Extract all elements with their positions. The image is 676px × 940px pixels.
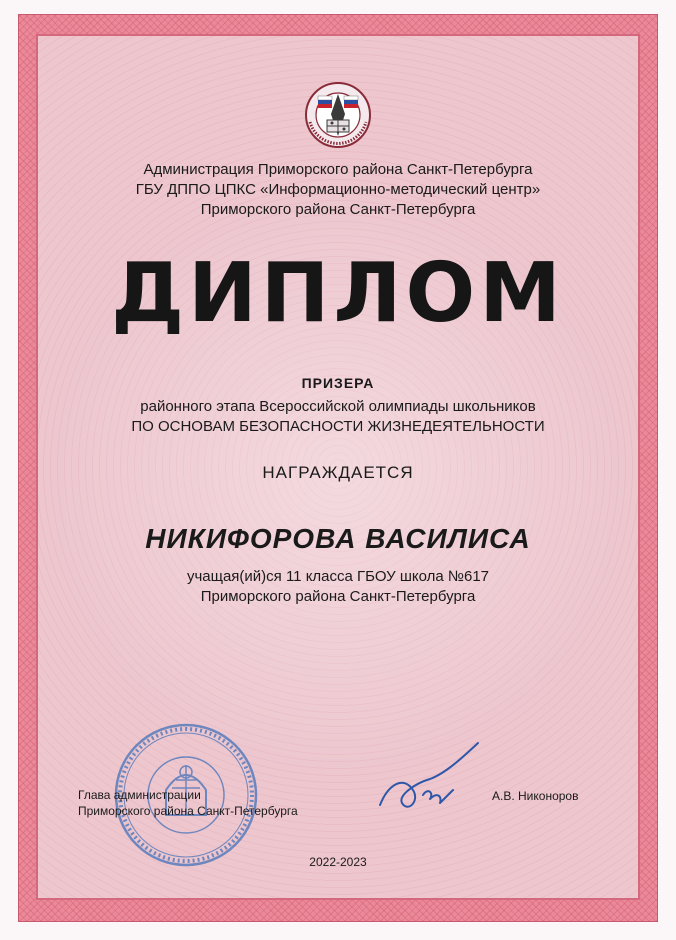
recipient-name: НИКИФОРОВА ВАСИЛИСА (145, 523, 531, 554)
student-info (36, 567, 640, 607)
olympiad-emblem-icon (301, 80, 375, 150)
handwritten-signature-icon (368, 735, 488, 825)
diploma-title: ДИПЛОМ (111, 246, 565, 341)
olympiad-line-1: районного этапа Всероссийской олимпиады школьников (140, 398, 536, 415)
olympiad-description (36, 397, 640, 437)
organization-line-1: Администрация Приморского района Санкт-Петербурга (143, 161, 533, 178)
academic-year: 2022-2023 (309, 855, 367, 869)
student-line-2: Приморского района Санкт-Петербурга (200, 588, 476, 605)
signer-name: А.В. Никоноров (492, 789, 579, 803)
student-line-1: учащая(ий)ся 11 класса ГБОУ школа №617 (186, 568, 490, 585)
organization-line-3: Приморского района Санкт-Петербурга (200, 201, 476, 218)
position-line-1: Глава администрации (78, 788, 201, 802)
award-status: ПРИЗЕРА (301, 375, 375, 391)
organization-header (36, 160, 640, 220)
olympiad-line-2: ПО ОСНОВАМ БЕЗОПАСНОСТИ ЖИЗНЕДЕЯТЕЛЬНОСТИ (131, 418, 545, 435)
signatory-position (78, 787, 298, 819)
awarded-label: НАГРАЖДАЕТСЯ (262, 463, 414, 482)
position-line-2: Приморского района Санкт-Петербурга (78, 804, 298, 818)
organization-line-2: ГБУ ДППО ЦПКС «Информационно-методический центр» (135, 181, 541, 198)
